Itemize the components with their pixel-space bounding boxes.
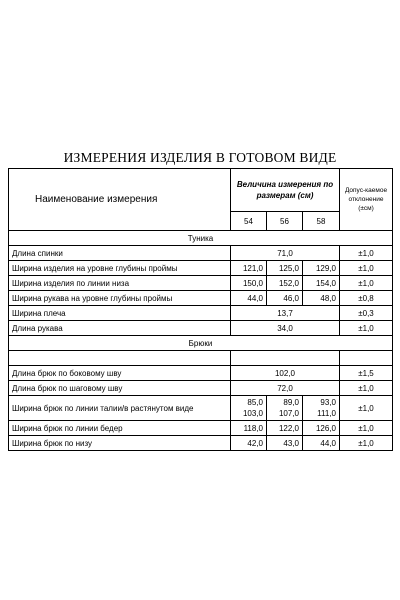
row-label: Ширина брюк по линии талии/в растянутом виде — [9, 396, 231, 421]
size-value: 89,0 107,0 — [267, 396, 303, 421]
row-label: Длина брюк по боковому шву — [9, 366, 231, 381]
tolerance-value: ±1,0 — [340, 436, 393, 451]
size-value: 125,0 — [267, 261, 303, 276]
size-value: 48,0 — [303, 291, 340, 306]
row-label: Ширина брюк по низу — [9, 436, 231, 451]
tolerance-value: ±1,0 — [340, 381, 393, 396]
size-value: 46,0 — [267, 291, 303, 306]
tolerance-value: ±1,0 — [340, 421, 393, 436]
size-value: 43,0 — [267, 436, 303, 451]
size-value: 152,0 — [267, 276, 303, 291]
tolerance-value: ±1,0 — [340, 261, 393, 276]
tolerance-value: ±0,3 — [340, 306, 393, 321]
tolerance-value: ±1,0 — [340, 276, 393, 291]
tolerance-value: ±1,0 — [340, 246, 393, 261]
row-label: Длина спинки — [9, 246, 231, 261]
row-label: Ширина изделия на уровне глубины проймы — [9, 261, 231, 276]
tolerance-value: ±1,0 — [340, 396, 393, 421]
size-value: 150,0 — [231, 276, 267, 291]
size-value: 93,0 111,0 — [303, 396, 340, 421]
size-value: 154,0 — [303, 276, 340, 291]
size-value: 121,0 — [231, 261, 267, 276]
size-header: 54 — [231, 212, 267, 231]
measurements-table — [8, 168, 393, 451]
row-label: Ширина брюк по линии бедер — [9, 421, 231, 436]
empty-cell — [9, 351, 231, 366]
tolerance-column-header: Допус-каемое отклонение (±см) — [340, 169, 393, 231]
size-value: 44,0 — [231, 291, 267, 306]
page-title: ИЗМЕРЕНИЯ ИЗДЕЛИЯ В ГОТОВОМ ВИДЕ — [63, 150, 337, 165]
size-value: 126,0 — [303, 421, 340, 436]
name-column-header: Наименование измерения — [9, 169, 231, 231]
empty-cell — [231, 351, 340, 366]
value-column-header: Величина измерения по размерам (см) — [231, 169, 340, 212]
size-value: 122,0 — [267, 421, 303, 436]
row-label: Длина брюк по шаговому шву — [9, 381, 231, 396]
common-value: 72,0 — [231, 381, 340, 396]
row-label: Длина рукава — [9, 321, 231, 336]
row-label: Ширина изделия по линии низа — [9, 276, 231, 291]
size-value: 118,0 — [231, 421, 267, 436]
empty-cell — [340, 351, 393, 366]
row-label: Ширина рукава на уровне глубины проймы — [9, 291, 231, 306]
size-value: 42,0 — [231, 436, 267, 451]
size-header: 56 — [267, 212, 303, 231]
section-header: Туника — [9, 231, 393, 246]
size-header: 58 — [303, 212, 340, 231]
section-header: Брюки — [9, 336, 393, 351]
common-value: 34,0 — [231, 321, 340, 336]
tolerance-value: ±0,8 — [340, 291, 393, 306]
row-label: Ширина плеча — [9, 306, 231, 321]
common-value: 13,7 — [231, 306, 340, 321]
tolerance-value: ±1,5 — [340, 366, 393, 381]
size-value: 129,0 — [303, 261, 340, 276]
tolerance-value: ±1,0 — [340, 321, 393, 336]
common-value: 102,0 — [231, 366, 340, 381]
size-value: 85,0 103,0 — [231, 396, 267, 421]
common-value: 71,0 — [231, 246, 340, 261]
size-value: 44,0 — [303, 436, 340, 451]
